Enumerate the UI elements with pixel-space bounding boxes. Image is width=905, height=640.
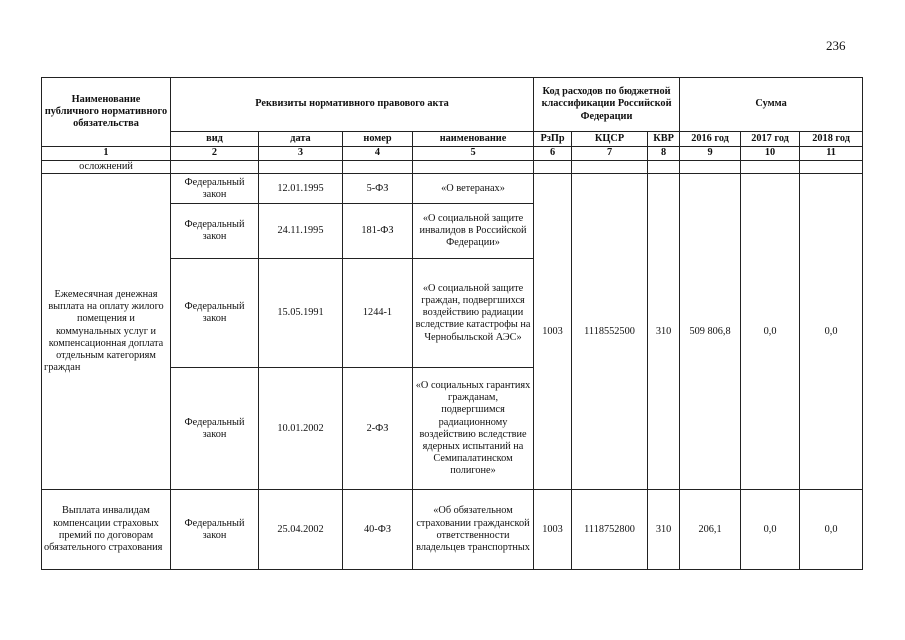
sum-2017-cell: 0,0 [741, 174, 800, 490]
kvr-cell: 310 [648, 490, 680, 570]
sum-2016-cell: 206,1 [680, 490, 741, 570]
column-number-row [42, 147, 863, 161]
subheader-2018: 2018 год [800, 132, 863, 147]
rzpr-cell: 1003 [534, 174, 572, 490]
subheader-kind: вид [171, 132, 259, 147]
act-date: 12.01.1995 [259, 174, 343, 204]
subheader-kcsr: КЦСР [572, 132, 648, 147]
col-number: 11 [800, 147, 863, 161]
page-number: 236 [826, 38, 846, 53]
sum-2017-cell: 0,0 [741, 490, 800, 570]
act-kind: Федеральный закон [171, 490, 259, 570]
sum-2018-cell: 0,0 [800, 174, 863, 490]
col-number: 10 [741, 147, 800, 161]
act-kind: Федеральный закон [171, 259, 259, 368]
subheader-date: дата [259, 132, 343, 147]
act-name: «О социальных гарантиях гражданам, подвергшимся радиационному воздействию вследствие ядерных испытаний на Семипалатинском полигоне» [413, 368, 534, 490]
col-number: 4 [343, 147, 413, 161]
act-number: 40-ФЗ [343, 490, 413, 570]
act-kind: Федеральный закон [171, 204, 259, 259]
col-number: 1 [42, 147, 171, 161]
header-obligation: Наименование публичного нормативного обязательства [42, 78, 171, 147]
col-number: 7 [572, 147, 648, 161]
sum-2016-cell: 509 806,8 [680, 174, 741, 490]
obligation-cell: Выплата инвалидам компенсации страховых премий по договорам обязательного страхования [42, 490, 171, 570]
act-number: 181-ФЗ [343, 204, 413, 259]
subheader-name: наименование [413, 132, 534, 147]
act-number: 5-ФЗ [343, 174, 413, 204]
act-date: 15.05.1991 [259, 259, 343, 368]
table-row [42, 490, 863, 570]
sum-2018-cell: 0,0 [800, 490, 863, 570]
header-code: Код расходов по бюджетной классификации Российской Федерации [534, 78, 680, 132]
act-kind: Федеральный закон [171, 174, 259, 204]
kcsr-cell: 1118752800 [572, 490, 648, 570]
header-row [42, 78, 863, 132]
subheader-2017: 2017 год [741, 132, 800, 147]
col-number: 6 [534, 147, 572, 161]
act-date: 25.04.2002 [259, 490, 343, 570]
continuation-text: осложнений [42, 161, 171, 174]
act-name: «О социальной защите граждан, подвергшихся воздействию радиации вследствие катастрофы на Чернобыльской АЭС» [413, 259, 534, 368]
subheader-rzpr: РзПр [534, 132, 572, 147]
act-date: 24.11.1995 [259, 204, 343, 259]
header-act: Реквизиты нормативного правового акта [171, 78, 534, 132]
col-number: 9 [680, 147, 741, 161]
obligation-cell: Ежемесячная денежная выплата на оплату жилого помещения и коммунальных услуг и компенсационная доплата отдельным категориям граждан [42, 174, 171, 490]
kvr-cell: 310 [648, 174, 680, 490]
col-number: 3 [259, 147, 343, 161]
act-date: 10.01.2002 [259, 368, 343, 490]
act-number: 1244-1 [343, 259, 413, 368]
table-row [42, 174, 863, 204]
kcsr-cell: 1118552500 [572, 174, 648, 490]
col-number: 5 [413, 147, 534, 161]
col-number: 8 [648, 147, 680, 161]
rzpr-cell: 1003 [534, 490, 572, 570]
subheader-number: номер [343, 132, 413, 147]
act-number: 2-ФЗ [343, 368, 413, 490]
subheader-kvr: КВР [648, 132, 680, 147]
header-sum: Сумма [680, 78, 863, 132]
subheader-2016: 2016 год [680, 132, 741, 147]
continuation-row [42, 161, 863, 174]
act-name: «О социальной защите инвалидов в Российской Федерации» [413, 204, 534, 259]
budget-table [41, 77, 863, 570]
act-name: «О ветеранах» [413, 174, 534, 204]
act-name: «Об обязательном страховании гражданской ответственности владельцев транспортных [413, 490, 534, 570]
act-kind: Федеральный закон [171, 368, 259, 490]
col-number: 2 [171, 147, 259, 161]
